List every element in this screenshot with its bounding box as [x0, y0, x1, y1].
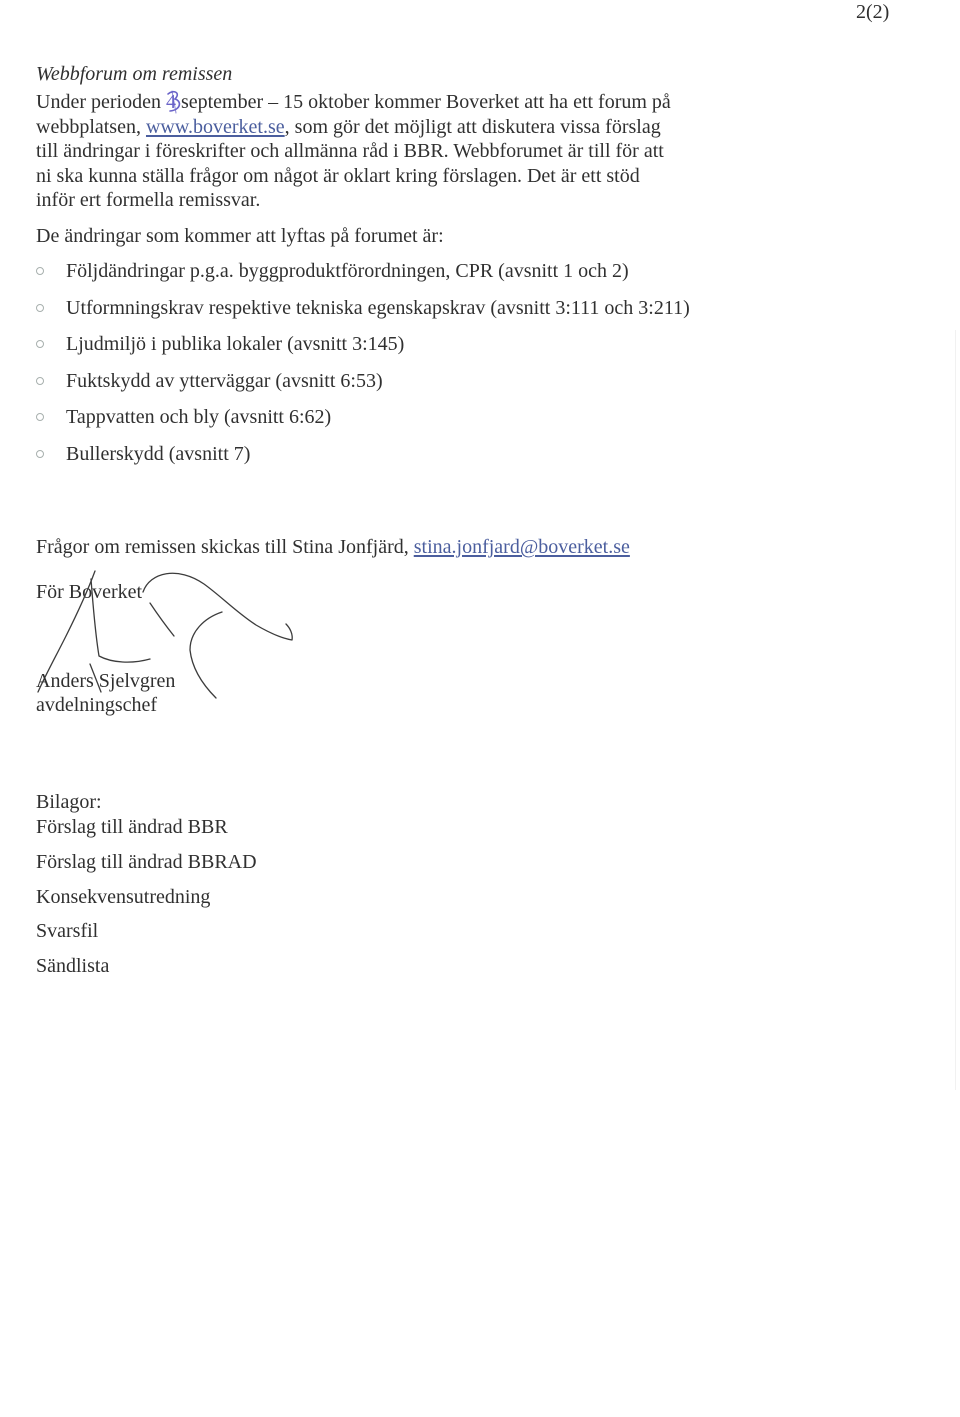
attachment-item: Svarsfil	[36, 920, 99, 943]
intro-line-1-end: september – 15 oktober kommer Boverket att ha ett forum på	[180, 91, 671, 113]
list-item-text: Bullerskydd (avsnitt 7)	[66, 442, 251, 465]
list-item-text: Ljudmiljö i publika lokaler (avsnitt 3:145)	[66, 333, 405, 355]
intro-line-2	[36, 115, 671, 140]
list-item-text: Tappvatten och bly (avsnitt 6:62)	[66, 406, 332, 428]
bullet-icon	[36, 304, 44, 312]
signer-title: avdelningschef	[36, 694, 158, 716]
intro-line-4: ni ska kunna ställa frågor om något är oklart kring förslagen. Det är ett stöd	[36, 164, 640, 187]
list-item-text: Fuktskydd av ytterväggar (avsnitt 6:53)	[66, 369, 383, 392]
list-item	[36, 442, 696, 466]
intro-line-2-start: webbplatsen,	[36, 115, 141, 138]
list-item-text: Utformningskrav respektive tekniska egenskapskrav (avsnitt 3:111 och 3:211)	[66, 296, 690, 319]
list-item	[36, 296, 696, 320]
intro-paragraph	[36, 90, 671, 213]
boverket-website-link[interactable]: www.boverket.se	[145, 115, 285, 138]
contact-line	[36, 535, 630, 559]
attachment-item: Konsekvensutredning	[36, 885, 211, 908]
list-item	[36, 332, 696, 356]
contact-email-link[interactable]: stina.jonfjard@boverket.se	[413, 536, 630, 558]
list-item-text: Följdändringar p.g.a. byggproduktförordningen, CPR (avsnitt 1 och 2)	[66, 260, 629, 282]
intro-line-5: inför ert formella remissvar.	[36, 189, 261, 211]
bullet-icon	[36, 267, 44, 275]
intro-line-2-end: , som gör det möjligt att diskutera vissa förslag	[284, 115, 661, 138]
scan-edge-line	[955, 330, 956, 1090]
intro-line-1-start: Under perioden	[36, 91, 161, 113]
changes-list	[36, 259, 696, 478]
attachments-heading: Bilagor:	[36, 791, 102, 813]
attachment-item: Förslag till ändrad BBR	[36, 816, 228, 838]
intro-line-3: till ändringar i föreskrifter och allmänna råd i BBR. Webbforumet är till för att	[36, 140, 664, 162]
attachment-item: Förslag till ändrad BBRAD	[36, 850, 257, 873]
signoff-organization: För Boverket	[36, 581, 143, 603]
attachment-item: Sändlista	[36, 955, 110, 977]
intro-line-1	[36, 90, 671, 115]
page-number: 2(2)	[856, 1, 890, 23]
signer-name: Anders Sjelvgren	[36, 670, 176, 692]
bullet-icon	[36, 450, 44, 458]
contact-text: Frågor om remissen skickas till Stina Jonfjärd,	[36, 536, 409, 558]
bullet-icon	[36, 340, 44, 348]
list-item	[36, 369, 696, 393]
section-heading: Webbforum om remissen	[36, 63, 233, 85]
list-item	[36, 405, 696, 429]
changes-intro: De ändringar som kommer att lyftas på forumet är:	[36, 225, 444, 247]
bullet-icon	[36, 377, 44, 385]
attachments-list	[36, 815, 257, 989]
bullet-icon	[36, 413, 44, 421]
corrected-date-digit: 4	[165, 91, 176, 113]
list-item	[36, 259, 696, 283]
